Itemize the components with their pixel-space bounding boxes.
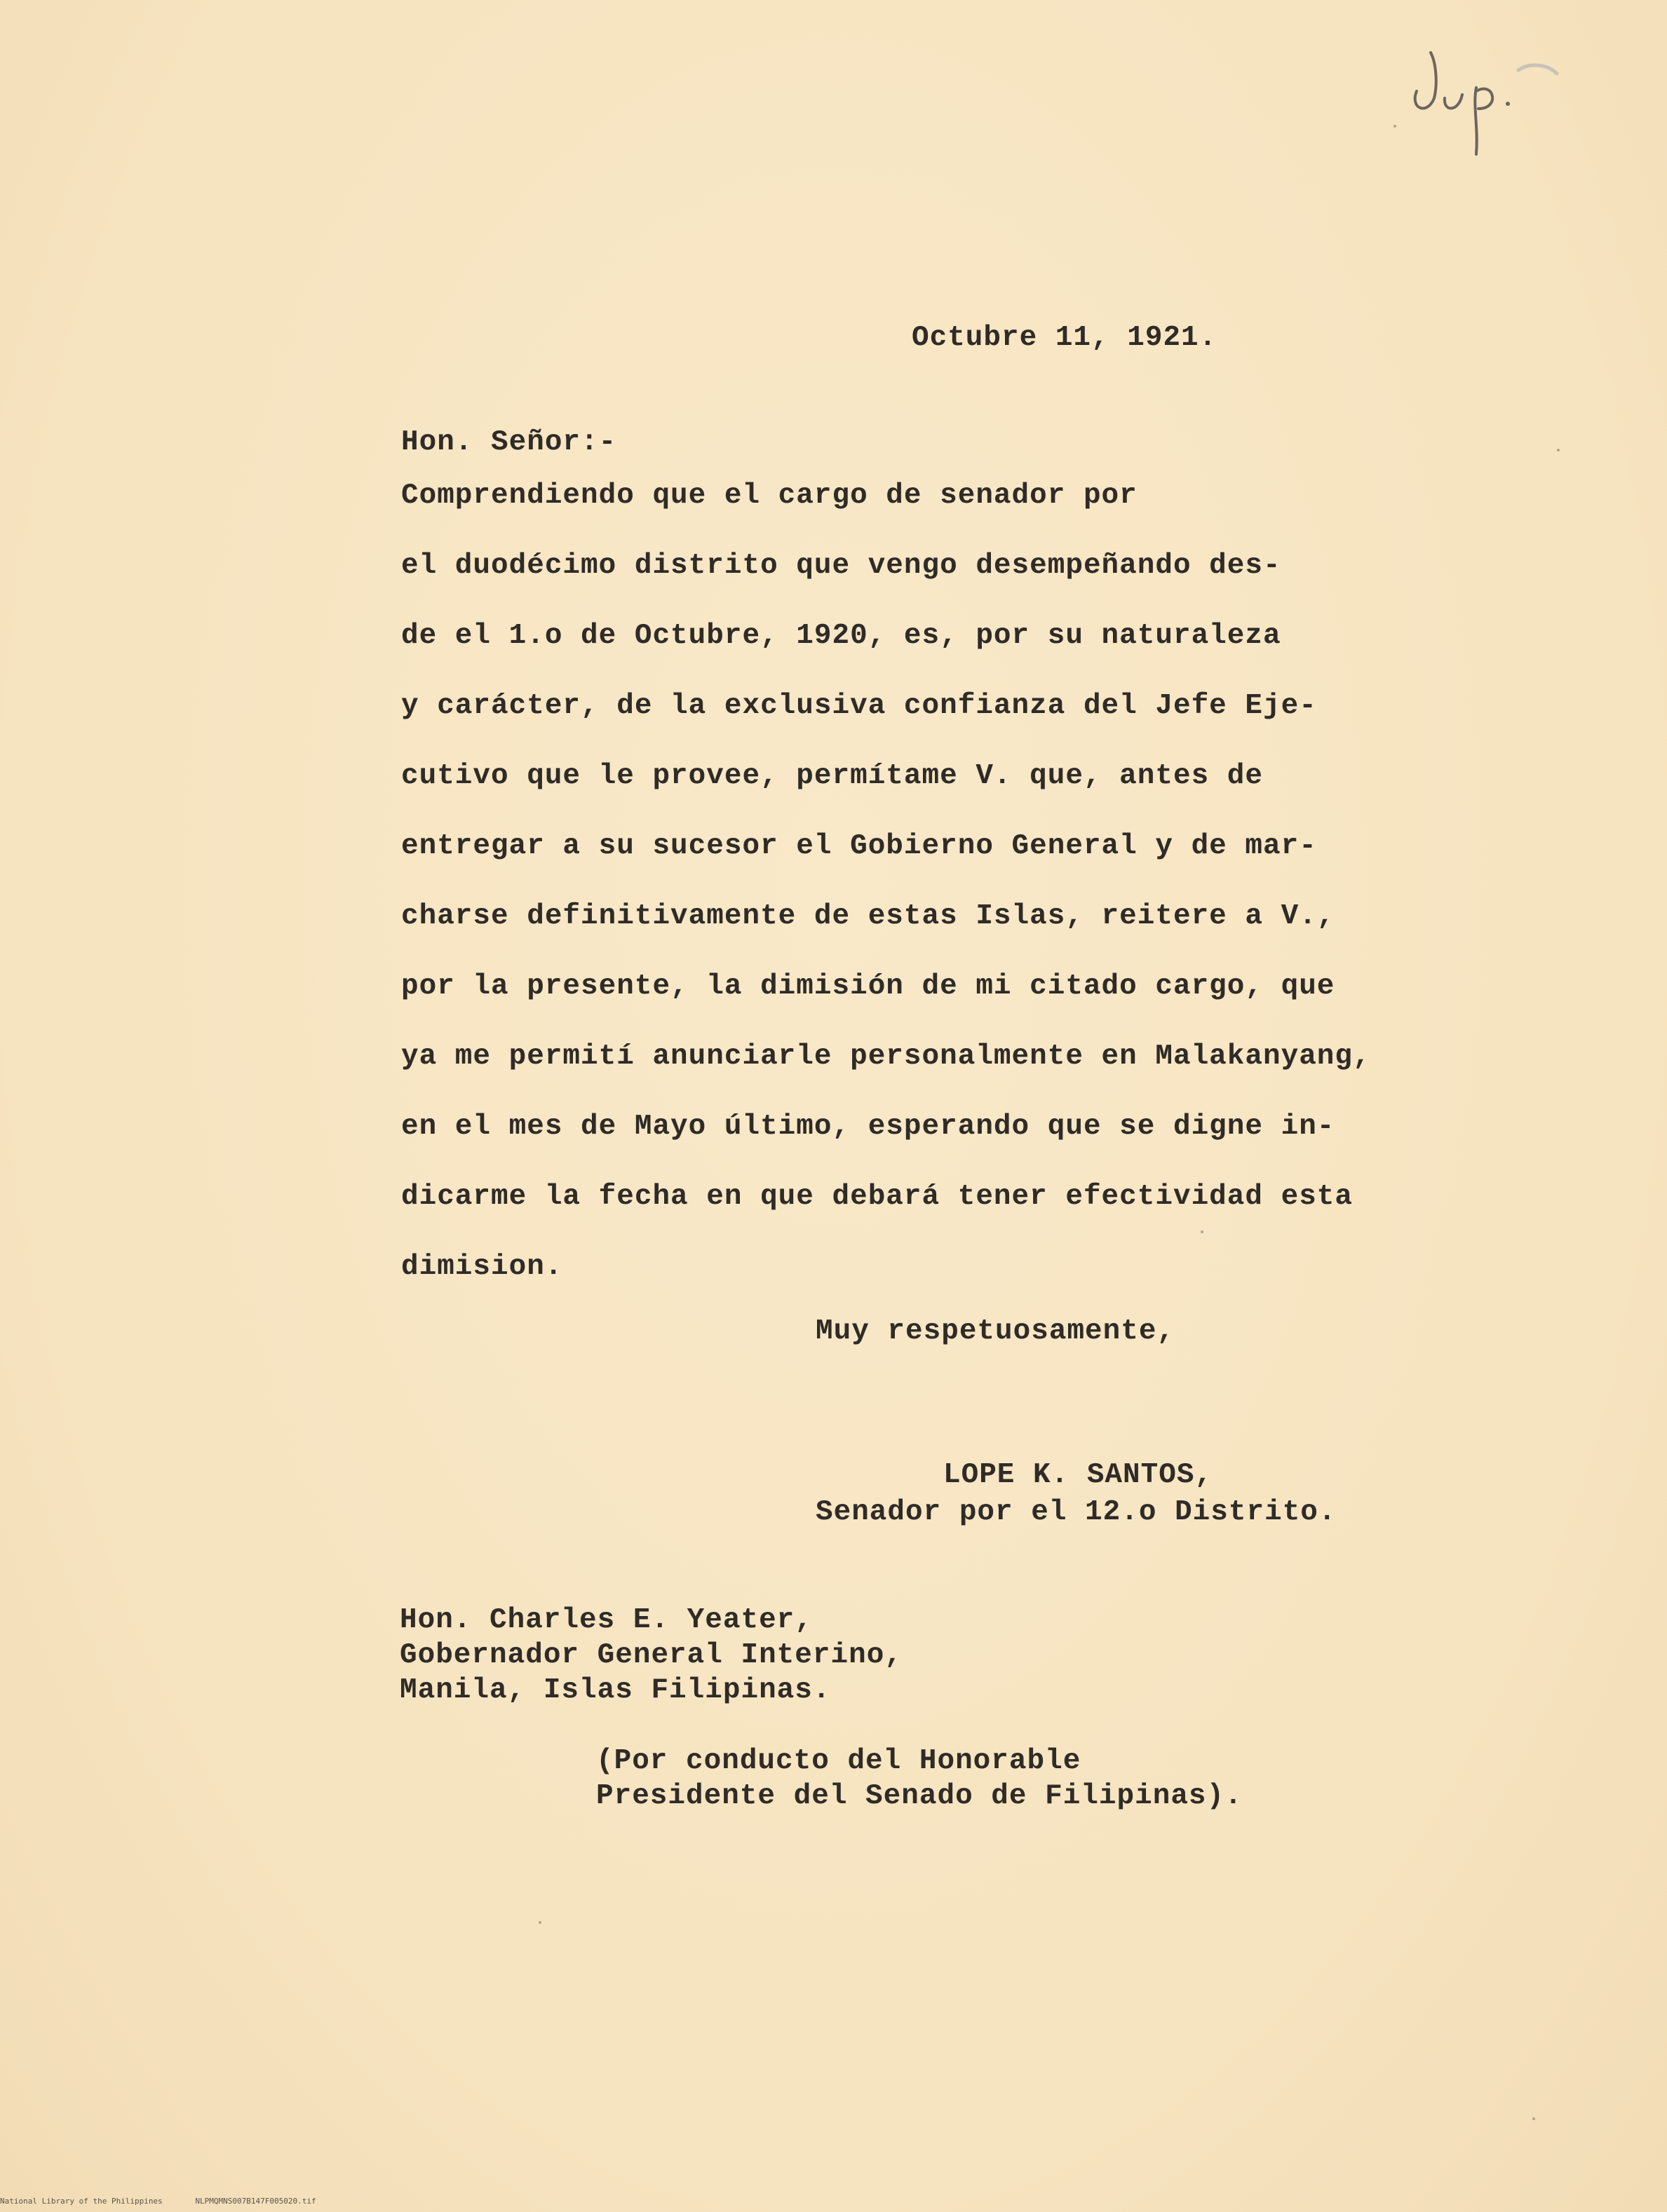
recipient-line: Hon. Charles E. Yeater, bbox=[400, 1604, 813, 1636]
body-line: por la presente, la dimisión de mi citado cargo, que bbox=[401, 970, 1335, 1003]
body-line: dimision. bbox=[401, 1251, 563, 1283]
routing-note: Presidente del Senado de Filipinas). bbox=[596, 1780, 1243, 1812]
handwritten-annotation bbox=[1396, 42, 1564, 168]
recipient-line: Gobernador General Interino, bbox=[400, 1639, 903, 1671]
paper-speck bbox=[539, 1921, 541, 1924]
footer-library: National Library of the Philippines bbox=[0, 2197, 163, 2206]
paper-speck bbox=[1557, 449, 1560, 452]
body-line: ya me permití anunciarle personalmente en Malakanyang, bbox=[401, 1040, 1371, 1073]
recipient-line: Manila, Islas Filipinas. bbox=[400, 1674, 831, 1707]
signature-title: Senador por el 12.o Distrito. bbox=[816, 1496, 1337, 1528]
body-line: dicarme la fecha en que debará tener efectividad esta bbox=[401, 1181, 1354, 1213]
letter-date: Octubre 11, 1921. bbox=[912, 322, 1217, 354]
closing: Muy respetuosamente, bbox=[816, 1315, 1175, 1348]
paper-speck bbox=[1201, 1230, 1203, 1233]
body-line: Comprendiendo que el cargo de senador por bbox=[401, 480, 1138, 512]
handwritten-dup-mark bbox=[1396, 42, 1564, 168]
body-line: de el 1.o de Octubre, 1920, es, por su naturaleza bbox=[401, 620, 1281, 652]
body-line: cutivo que le provee, permítame V. que, antes de bbox=[401, 760, 1263, 792]
body-line: en el mes de Mayo último, esperando que se digne in- bbox=[401, 1111, 1335, 1143]
signature-name: LOPE K. SANTOS, bbox=[943, 1459, 1213, 1491]
salutation: Hon. Señor:- bbox=[401, 426, 617, 459]
paper-speck bbox=[1532, 2117, 1535, 2120]
footer-filename: NLPMQMNS007B147F005020.tif bbox=[195, 2197, 316, 2206]
routing-note: (Por conducto del Honorable bbox=[596, 1745, 1081, 1777]
paper-speck bbox=[1393, 125, 1396, 128]
body-line: el duodécimo distrito que vengo desempeñando des- bbox=[401, 550, 1281, 582]
body-line: charse definitivamente de estas Islas, reitere a V., bbox=[401, 900, 1335, 932]
body-line: y carácter, de la exclusiva confianza del Jefe Eje- bbox=[401, 690, 1317, 722]
body-line: entregar a su sucesor el Gobierno General y de mar- bbox=[401, 830, 1317, 862]
archive-footer bbox=[0, 2197, 344, 2206]
